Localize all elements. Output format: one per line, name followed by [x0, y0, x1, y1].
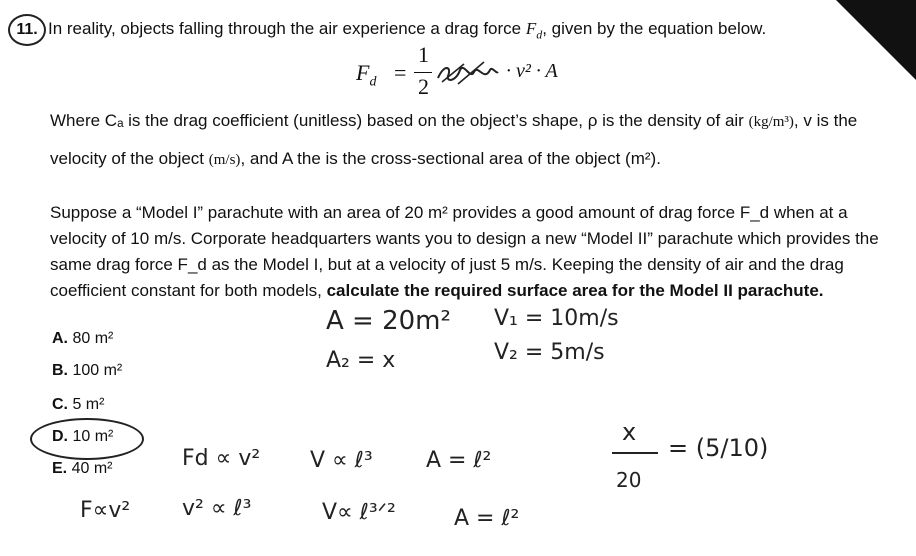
selected-answer-circle — [30, 418, 144, 460]
hw-v-prop: V ∝ ℓ³ — [310, 448, 373, 473]
intro-text-after: , given by the equation below. — [542, 19, 767, 38]
intro-symbol-sub: d — [536, 27, 543, 42]
crossed-out-scribble — [434, 60, 502, 86]
hw-area-prop: A = ℓ² — [426, 448, 492, 473]
problem-text: Suppose a “Model I” parachute with an area of 20 m² provides a good amount of drag force F_d when at a velocity of 10 m/s. Corporate headquarters wants you to design a new “Model II” parachute which provides the same drag force F_d as the Model I, but at a velocity of just 5 m/s. Keeping the density of air and the drag coefficient constant for both models, — [50, 203, 879, 300]
equation-equals: = — [394, 60, 407, 85]
hw-f-prop: F∝v² — [80, 498, 131, 523]
black-corner-shape — [836, 0, 916, 80]
unit-kg-per-m3: (kg/m³) — [748, 114, 794, 130]
choice-c[interactable]: C. 5 m² — [52, 396, 105, 413]
problem-statement — [50, 200, 890, 304]
equation-frac-num: 1 — [418, 42, 429, 67]
hw-area-ell: A = ℓ² — [454, 506, 520, 531]
equation-lhs: $F_d$ — [356, 60, 377, 90]
choice-b[interactable]: B. 100 m² — [52, 362, 123, 379]
unit-m-per-s: (m/s) — [208, 152, 241, 168]
equation-rhs-tail: · v² · A — [506, 60, 558, 82]
question-number: 11. — [8, 14, 46, 46]
question-intro — [48, 18, 766, 45]
hw-fd-prop: Fd ∝ v² — [182, 446, 261, 471]
choice-a[interactable]: A. 80 m² — [52, 330, 114, 347]
fraction-bar — [414, 72, 432, 73]
hw-velocity-2: V₂ = 5m/s — [494, 340, 605, 365]
hw-area-1: A = 20m² — [326, 306, 451, 336]
intro-symbol: F — [525, 19, 537, 38]
problem-bold-task: calculate the required surface area for the Model II parachute. — [326, 281, 824, 300]
hw-area-2: A₂ = x — [326, 348, 396, 373]
equation-frac-den: 2 — [418, 74, 429, 99]
hw-ratio-bar — [612, 452, 658, 454]
hw-v2-prop: v² ∝ ℓ³ — [182, 496, 252, 521]
hw-v-ell-prop: V∝ ℓ³ᐟ² — [322, 500, 396, 525]
definitions-line-1: Where Cₐ is the drag coefficient (unitless) based on the object’s shape, ρ is the density of air (kg/m³), v is the — [50, 111, 858, 130]
hw-ratio-num: x — [622, 418, 637, 446]
hw-velocity-1: V₁ = 10m/s — [494, 306, 619, 331]
choice-d[interactable]: D. 10 m² — [52, 428, 114, 445]
hw-ratio-den: 20 — [616, 468, 642, 492]
intro-text-before: In reality, objects falling through the air experience a drag force — [48, 19, 526, 38]
hw-ratio-eq: = (5/10) — [668, 434, 769, 462]
choice-e[interactable]: E. 40 m² — [52, 460, 113, 477]
definitions-line-2: velocity of the object (m/s), and A the is the cross-sectional area of the object (m²). — [50, 149, 661, 168]
